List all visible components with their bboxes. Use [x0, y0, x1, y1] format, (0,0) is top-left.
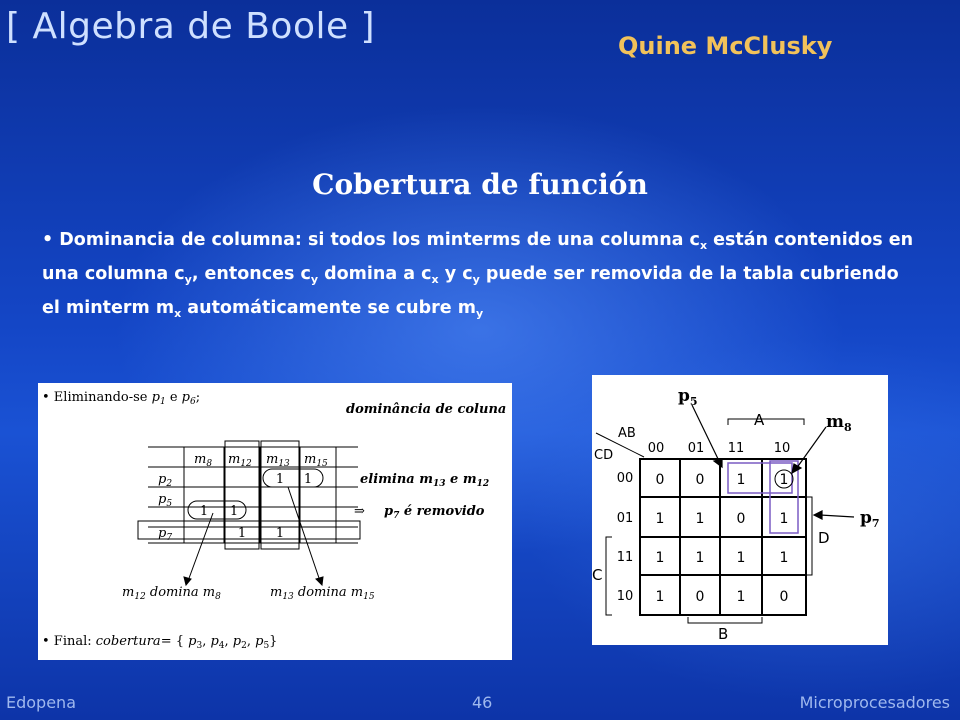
- text: , entonces c: [191, 264, 311, 284]
- final-line: • Final: cobertura= { $p_3$, $p_4$, $p_2$, $p_5$}: [42, 634, 278, 651]
- svg-text:m13: $m_{13}$: [266, 452, 290, 469]
- section-heading: Cobertura de función: [312, 168, 648, 201]
- karnaugh-map-figure: [592, 375, 888, 645]
- svg-text:m8: $m_8$: [194, 452, 213, 469]
- svg-text:1: 1: [655, 550, 665, 566]
- c-label: C: [592, 566, 603, 584]
- svg-text:1: 1: [275, 526, 285, 541]
- subscript: y: [472, 273, 480, 286]
- svg-text:1: 1: [199, 504, 209, 519]
- dominance-table-figure: [38, 383, 512, 660]
- definition-term: Dominancia de columna: [59, 230, 295, 250]
- elimina-label: elimina $m_{13}$ e $m_{12}$: [360, 472, 490, 489]
- svg-text:11: 11: [616, 550, 634, 565]
- footer-page-number: 46: [472, 693, 493, 712]
- ab-label: AB: [618, 426, 636, 441]
- dominance-table-svg: [38, 383, 512, 660]
- intro-line: • Eliminando-se $p_1$ e $p_6$;: [42, 390, 201, 407]
- c-bracket: [606, 537, 612, 615]
- svg-text:p2: $p_2$: [158, 472, 173, 489]
- subscript: y: [310, 273, 319, 286]
- kmap-cells: [656, 472, 789, 605]
- svg-text:1: 1: [736, 550, 746, 566]
- definition-paragraph: [42, 226, 922, 328]
- b-bracket: [688, 617, 762, 623]
- subscript: y: [184, 273, 192, 286]
- text: : si todos los minterms de una columna c: [294, 230, 700, 250]
- svg-text:m12: $m_{12}$: [228, 452, 252, 469]
- svg-text:1: 1: [695, 511, 705, 527]
- subscript: x: [174, 307, 182, 320]
- svg-text:1: 1: [779, 550, 789, 566]
- p5-label: $p_5$: [678, 386, 698, 408]
- svg-text:0: 0: [736, 511, 746, 527]
- svg-text:m15: $m_{15}$: [304, 452, 328, 469]
- svg-text:1: 1: [736, 472, 746, 488]
- svg-text:1: 1: [779, 472, 789, 488]
- svg-text:00: 00: [616, 471, 634, 486]
- svg-text:00: 00: [647, 441, 665, 456]
- svg-text:0: 0: [655, 472, 665, 488]
- svg-text:1: 1: [237, 526, 247, 541]
- slide-subtitle: Quine McClusky: [618, 32, 833, 60]
- b-label: B: [718, 625, 729, 643]
- svg-text:10: 10: [616, 589, 634, 604]
- text: domina a c: [318, 264, 432, 284]
- svg-text:01: 01: [687, 441, 705, 456]
- removido-label: $p_7$ é removido: [384, 504, 485, 521]
- svg-text:1: 1: [275, 472, 285, 487]
- text: puede ser removida de la tabla cubriendo el minterm m: [42, 264, 899, 318]
- svg-text:1: 1: [736, 589, 746, 605]
- text: y c: [438, 264, 473, 284]
- svg-text:p7: $p_7$: [158, 526, 173, 543]
- a-label: A: [754, 411, 765, 429]
- m8-label: $m_8$: [826, 412, 852, 434]
- domina-label-1: $m_{12}$ domina $m_8$: [122, 585, 221, 602]
- d-label: D: [818, 529, 830, 547]
- row-codes: [617, 471, 634, 604]
- subscript: y: [476, 307, 484, 320]
- text: están contenidos en una columna c: [42, 230, 914, 284]
- svg-text:10: 10: [773, 441, 791, 456]
- svg-text:1: 1: [695, 550, 705, 566]
- subscript: x: [431, 273, 439, 286]
- svg-text:0: 0: [695, 472, 705, 488]
- svg-text:1: 1: [779, 511, 789, 527]
- svg-text:0: 0: [779, 589, 789, 605]
- svg-text:11: 11: [727, 441, 745, 456]
- svg-text:1: 1: [655, 589, 665, 605]
- slide-title: [ Algebra de Boole ]: [6, 6, 376, 47]
- svg-text:01: 01: [616, 511, 634, 526]
- dominancia-label: dominância de coluna: [346, 402, 507, 417]
- svg-text:0: 0: [695, 589, 705, 605]
- text: automáticamente se cubre m: [181, 298, 476, 318]
- svg-text:1: 1: [229, 504, 239, 519]
- column-codes: [648, 441, 791, 456]
- subscript: x: [699, 239, 708, 252]
- svg-text:1: 1: [303, 472, 313, 487]
- svg-text:1: 1: [655, 511, 665, 527]
- a-bracket: [728, 419, 804, 425]
- bullet: •: [42, 230, 54, 250]
- svg-text:p5: $p_5$: [158, 492, 173, 509]
- p7-label: $p_7$: [860, 508, 880, 530]
- footer-author: Edopena: [6, 693, 76, 712]
- domina-label-2: $m_{13}$ domina $m_{15}$: [270, 585, 375, 602]
- cd-label: CD: [594, 448, 614, 463]
- implies-arrow: ⇒: [354, 504, 365, 519]
- dominance-arrows: [184, 487, 323, 585]
- footer-course: Microprocesadores: [799, 693, 950, 712]
- karnaugh-map-svg: [592, 375, 888, 645]
